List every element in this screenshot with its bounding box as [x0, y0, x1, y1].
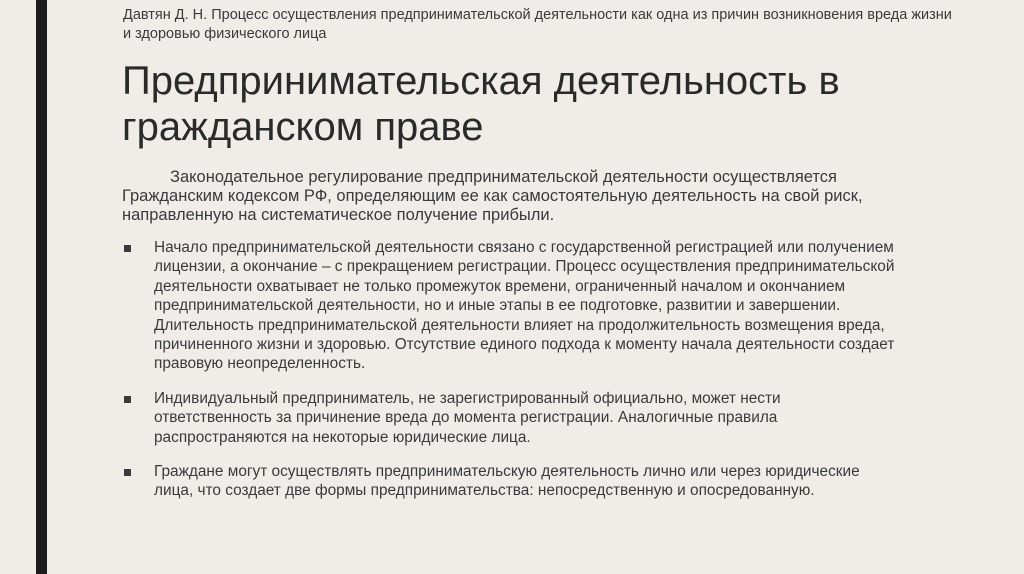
decorative-left-bar — [36, 0, 47, 574]
slide-title: Предпринимательская деятельность в гражданском праве — [122, 59, 840, 149]
square-bullet-icon — [124, 469, 131, 476]
author-citation: Давтян Д. Н. Процесс осуществления предпринимательской деятельности как одна из причин возникновения вреда жизни и здоровью физического лица — [123, 7, 952, 42]
bullet-item — [122, 462, 902, 501]
bullet-item — [122, 238, 902, 374]
bullet-item — [122, 389, 902, 447]
bullet-text: Индивидуальный предприниматель, не зарегистрированный официально, может нести ответственность за причинение вреда до момента регистрации. Аналогичные правила распространяются на некоторые юридические лица. — [154, 389, 781, 446]
square-bullet-icon — [124, 245, 131, 252]
intro-paragraph: Законодательное регулирование предпринимательской деятельности осуществляется Гражданским кодексом РФ, определяющим ее как самостоятельную деятельность на свой риск, направленную на систематическое получение прибыли. — [122, 168, 863, 224]
bullet-text: Начало предпринимательской деятельности связано с государственной регистрацией или получением лицензии, а окончание – с прекращением регистрации. Процесс осуществления предпринимательской деятельности охватывает не только промежуток времени, ограниченный началом и окончанием предпринимательской деятельности, но и иные этапы в ее подготовке, развитии и завершении. Длительность предпринимательской деятельности влияет на продолжительность возмещения вреда, причиненного жизни и здоровью. Отсутствие единого подхода к моменту начала деятельности создает правовую неопределенность. — [154, 239, 895, 373]
bullet-list — [122, 238, 902, 516]
square-bullet-icon — [124, 396, 131, 403]
bullet-text: Граждане могут осуществлять предпринимательскую деятельность лично или через юридические лица, что создает две формы предпринимательства: непосредственную и опосредованную. — [154, 463, 860, 500]
